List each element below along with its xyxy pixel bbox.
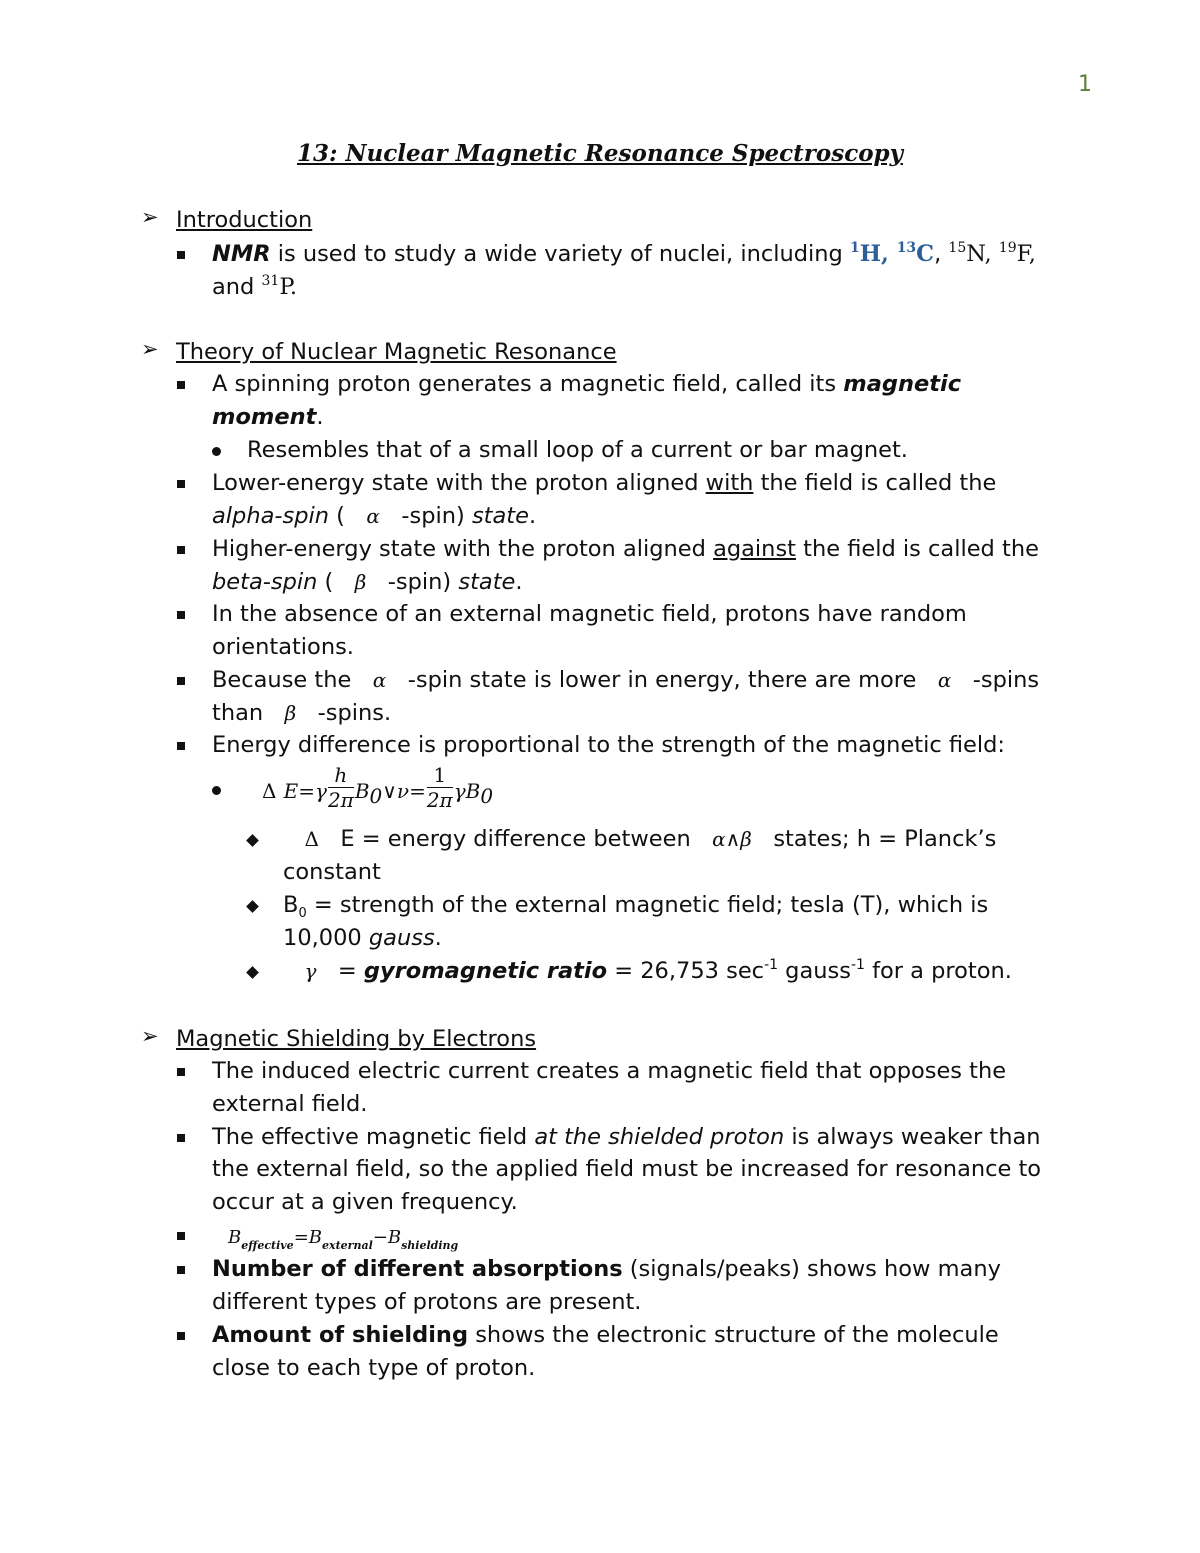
theory-detail-1-cont: constant [283,859,381,885]
diamond-bullet-icon [246,966,259,979]
shielding-bullet-5-cont: close to each type of proton. [212,1355,536,1381]
intro-bullet-1-cont: and $^{31}$P. [212,273,298,300]
square-bullet-icon [177,677,185,685]
theory-bullet-1: A spinning proton generates a magnetic field, called its magnetic [212,371,962,397]
theory-bullet-5-cont: than β -spins. [212,700,392,726]
arrow-bullet-icon: ➢ [141,337,159,361]
shielding-bullet-4-cont: different types of protons are present. [212,1289,642,1315]
section-heading-theory: Theory of Nuclear Magnetic Resonance [176,339,617,365]
theory-bullet-1-cont: moment. [212,404,324,430]
theory-bullet-2-cont: alpha-spin ( α -spin) state. [212,503,537,529]
theory-bullet-6: Energy difference is proportional to the strength of the magnetic field: [212,732,1006,758]
shielding-bullet-2-cont2: occur at a given frequency. [212,1189,518,1215]
diamond-bullet-icon [246,900,259,913]
square-bullet-icon [177,251,185,259]
square-bullet-icon [177,1134,185,1142]
square-bullet-icon [177,611,185,619]
square-bullet-icon [177,1332,185,1340]
square-bullet-icon [177,742,185,750]
diamond-bullet-icon [246,834,259,847]
shielding-bullet-2-cont: the external field, so the applied field must be increased for resonance to [212,1156,1042,1182]
theory-bullet-3-cont: beta-spin ( β -spin) state. [212,569,523,595]
shielding-equation: $B_{effective}=B_{external}-B_{shielding}$ [228,1227,459,1252]
theory-bullet-4-cont: orientations. [212,634,354,660]
shielding-bullet-1: The induced electric current creates a magnetic field that opposes the [212,1058,1007,1084]
arrow-bullet-icon: ➢ [141,205,159,229]
shielding-bullet-2: The effective magnetic field at the shielded proton is always weaker than [212,1124,1041,1150]
square-bullet-icon [177,381,185,389]
theory-bullet-4: In the absence of an external magnetic field, protons have random [212,601,967,627]
round-bullet-icon [212,447,221,456]
document-title: 13: Nuclear Magnetic Resonance Spectroscopy [296,140,903,167]
theory-detail-2: $B_0$ = strength of the external magnetic field; tesla (T), which is [283,892,989,921]
energy-equation: Δ E=γ $\frac{h}{2\pi}$ $B_0\vee\nu=$ $\frac{1}{2\pi}$ $\gamma B_0$ [262,763,494,812]
theory-detail-1: Δ E = energy difference between α∧β states; h = Planck’s [304,826,997,852]
square-bullet-icon [177,1266,185,1274]
section-heading-introduction: Introduction [176,207,313,233]
theory-bullet-2: Lower-energy state with the proton aligned with the field is called the [212,470,997,496]
page-number: 1 [1078,72,1092,97]
square-bullet-icon [177,1232,185,1240]
theory-detail-2-cont: 10,000 gauss. [283,925,442,951]
intro-bullet-1: NMR is used to study a wide variety of nuclei, including $^1$H, $^{13}$C, $^{15}$N, $^{19}$F, [212,240,1036,267]
shielding-bullet-4: Number of different absorptions (signals/peaks) shows how many [212,1256,1001,1282]
theory-subbullet-1: Resembles that of a small loop of a current or bar magnet. [247,437,908,463]
theory-bullet-5: Because the α -spin state is lower in energy, there are more α -spins [212,667,1040,693]
theory-bullet-3: Higher-energy state with the proton aligned against the field is called the [212,536,1039,562]
section-heading-shielding: Magnetic Shielding by Electrons [176,1026,537,1052]
theory-detail-3: γ = gyromagnetic ratio = 26,753 $\sec^{-1}$ gauss$^{-1}$ for a proton. [304,957,1012,984]
square-bullet-icon [177,480,185,488]
arrow-bullet-icon: ➢ [141,1024,159,1048]
shielding-bullet-5: Amount of shielding shows the electronic structure of the molecule [212,1322,999,1348]
square-bullet-icon [177,546,185,554]
round-bullet-icon [212,786,221,795]
square-bullet-icon [177,1068,185,1076]
shielding-bullet-1-cont: external field. [212,1091,368,1117]
